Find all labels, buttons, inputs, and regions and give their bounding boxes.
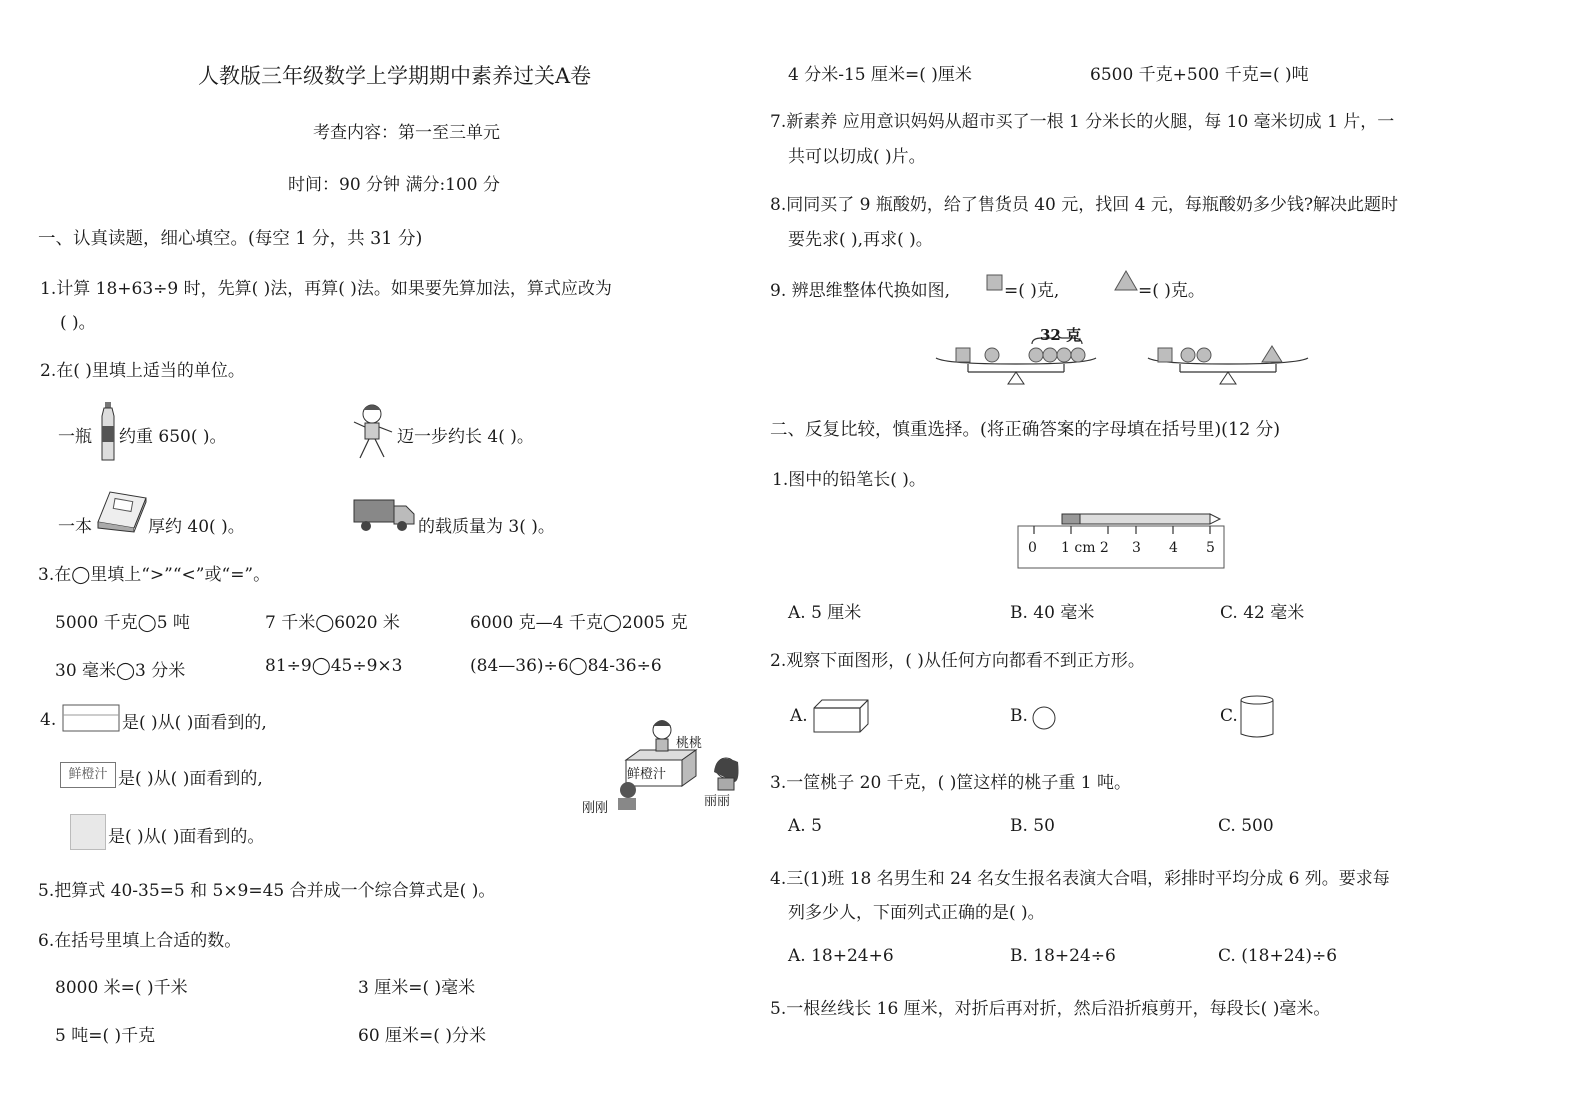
- c2-opt-a: A.: [790, 706, 808, 726]
- q2-bottle-text-a: 一瓶: [58, 427, 92, 447]
- c5-text: 5.一根丝线长 16 厘米，对折后再对折，然后沿折痕剪开，每段长( )毫米。: [770, 999, 1331, 1019]
- c3-text: 3.一筐桃子 20 千克，( )筐这样的桃子重 1 吨。: [770, 773, 1131, 793]
- q9-text-b: =( )克,: [1004, 281, 1060, 301]
- c3-opt-c: C. 500: [1218, 816, 1274, 836]
- q6-item-3: 5 吨=( )千克: [55, 1026, 156, 1046]
- q9-text-c: =( )克。: [1138, 281, 1205, 301]
- c4-line2: 列多少人，下面列式正确的是( )。: [788, 903, 1045, 923]
- q6-item-5: 4 分米-15 厘米=( )厘米: [788, 65, 972, 85]
- ruler-tick-1-2: 1 cm 2: [1061, 540, 1109, 556]
- c3-opt-b: B. 50: [1010, 816, 1055, 836]
- q3-item-4: 30 毫米◯3 分米: [55, 661, 186, 681]
- q8-line1: 8.同同买了 9 瓶酸奶，给了售货员 40 元，找回 4 元，每瓶酸奶多少钱?解决此题时: [770, 195, 1399, 215]
- truck-icon: [352, 498, 416, 532]
- c2-text: 2.观察下面图形，( )从任何方向都看不到正方形。: [770, 651, 1145, 671]
- cylinder-icon: [1238, 694, 1276, 740]
- c4-opt-a: A. 18+24+6: [788, 946, 894, 966]
- q2-step-text: 迈一步约长 4( )。: [397, 427, 534, 447]
- q8-line2: 要先求( ),再求( )。: [788, 230, 933, 250]
- c1-opt-a: A. 5 厘米: [788, 603, 862, 623]
- ruler-tick-5: 5: [1206, 540, 1215, 556]
- view-rect-icon: [62, 704, 120, 732]
- q2-book-text-b: 厚约 40( )。: [148, 517, 245, 537]
- balance-scales-figure: [936, 318, 1308, 390]
- q3-item-5: 81÷9◯45÷9×3: [265, 656, 403, 676]
- exam-scope: 考查内容：第一至三单元: [313, 123, 500, 143]
- triangle-symbol-icon: [1114, 270, 1138, 292]
- q6-text: 6.在括号里填上合适的数。: [38, 931, 242, 951]
- ruler-tick-3: 3: [1132, 540, 1141, 556]
- q1-line1: 1.计算 18+63÷9 时，先算( )法，再算( )法。如果要先算加法，算式应改为: [40, 279, 612, 299]
- q3-item-6: (84—36)÷6◯84-36÷6: [470, 656, 662, 676]
- q9-weight-label: 32 克: [1040, 326, 1082, 344]
- q6-item-6: 6500 千克+500 千克=( )吨: [1090, 65, 1309, 85]
- c4-opt-b: B. 18+24÷6: [1010, 946, 1116, 966]
- q4-number: 4.: [40, 710, 57, 730]
- c1-opt-b: B. 40 毫米: [1010, 603, 1095, 623]
- name-lili: 丽丽: [704, 794, 731, 809]
- c2-opt-b: B.: [1010, 706, 1028, 726]
- c2-opt-c: C.: [1220, 706, 1238, 726]
- q3-item-1: 5000 千克◯5 吨: [55, 613, 190, 633]
- cuboid-icon: [812, 698, 870, 734]
- c1-text: 1.图中的铅笔长( )。: [772, 470, 926, 490]
- c3-opt-a: A. 5: [788, 816, 822, 836]
- q6-item-2: 3 厘米=( )毫米: [358, 978, 476, 998]
- view-juice-box: 鲜橙汁: [60, 762, 116, 788]
- ruler-tick-0: 0: [1028, 540, 1037, 556]
- q3-text: 3.在◯里填上“>”“<”或“=”。: [38, 565, 271, 585]
- q1-line2: ( )。: [60, 313, 96, 333]
- q5-text: 5.把算式 40-35=5 和 5×9=45 合并成一个综合算式是( )。: [38, 881, 496, 901]
- name-taotao: 桃桃: [676, 736, 703, 751]
- q2-bottle-text-b: 约重 650( )。: [119, 427, 227, 447]
- q3-item-2: 7 千米◯6020 米: [265, 613, 400, 633]
- q4-line2: 是( )从( )面看到的,: [118, 769, 263, 789]
- exam-time: 时间：90 分钟 满分:100 分: [288, 175, 501, 195]
- name-ganggang: 刚刚: [582, 801, 609, 816]
- c4-line1: 4.三(1)班 18 名男生和 24 名女生报名表演大合唱，彩排时平均分成 6 列。要求每: [770, 869, 1390, 889]
- q4-line3: 是( )从( )面看到的。: [108, 827, 265, 847]
- girl-walking-icon: [350, 402, 396, 462]
- section-2-heading: 二、反复比较，慎重选择。(将正确答案的字母填在括号里)(12 分): [770, 420, 1281, 440]
- section-1-heading: 一、认真读题，细心填空。(每空 1 分，共 31 分): [38, 229, 423, 249]
- ruler-pencil-figure: [1016, 512, 1228, 572]
- square-symbol-icon: [986, 274, 1004, 292]
- q4-line1: 是( )从( )面看到的,: [122, 713, 267, 733]
- book-icon: [94, 488, 148, 532]
- sphere-icon: [1030, 704, 1058, 732]
- q3-item-3: 6000 克—4 千克◯2005 克: [470, 613, 688, 633]
- q2-truck-text: 的载质量为 3( )。: [418, 517, 555, 537]
- q7-line1: 7.新素养 应用意识妈妈从超市买了一根 1 分米长的火腿，每 10 毫米切成 1 片，一: [770, 112, 1395, 132]
- c4-opt-c: C. (18+24)÷6: [1218, 946, 1338, 966]
- q9-text-a: 9. 辨思维整体代换如图,: [770, 281, 951, 301]
- q7-line2: 共可以切成( )片。: [788, 147, 926, 167]
- c1-opt-c: C. 42 毫米: [1220, 603, 1305, 623]
- q2-text: 2.在( )里填上适当的单位。: [40, 361, 245, 381]
- view-square-icon: [70, 814, 106, 850]
- bottle-icon: [98, 402, 118, 462]
- q6-item-1: 8000 米=( )千米: [55, 978, 188, 998]
- scene-box-label: 鲜橙汁: [627, 767, 667, 782]
- q6-item-4: 60 厘米=( )分米: [358, 1026, 486, 1046]
- page-title: 人教版三年级数学上学期期中素养过关A卷: [198, 64, 592, 88]
- q2-book-text-a: 一本: [58, 517, 92, 537]
- ruler-tick-4: 4: [1169, 540, 1178, 556]
